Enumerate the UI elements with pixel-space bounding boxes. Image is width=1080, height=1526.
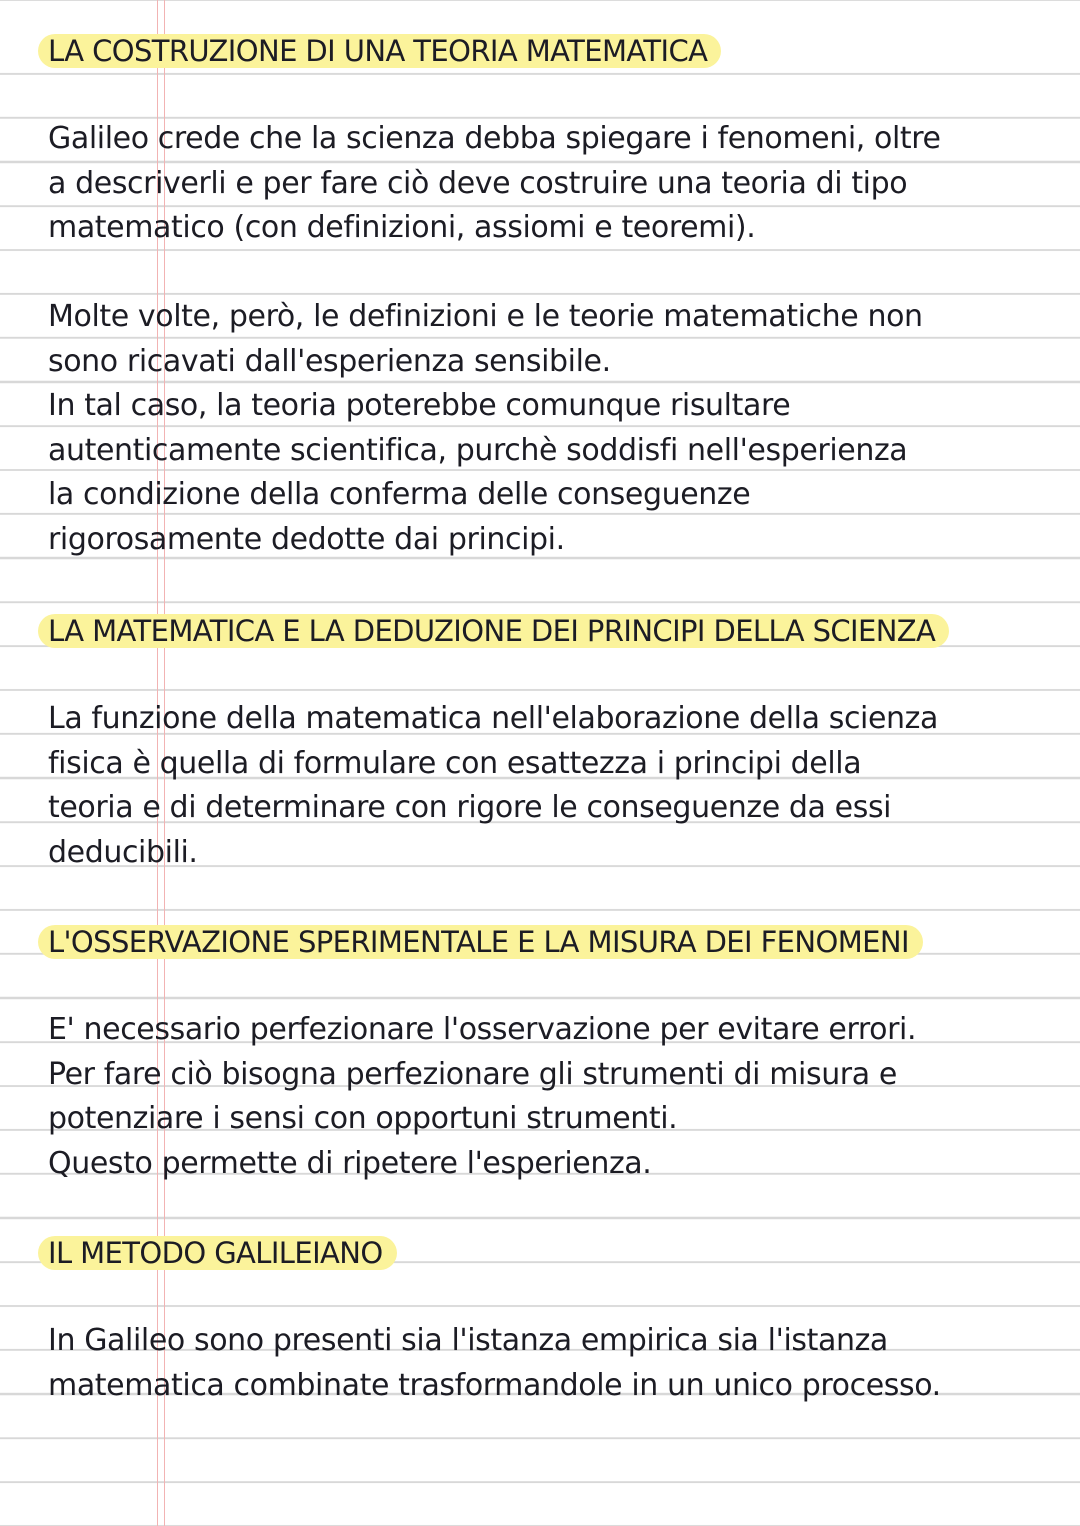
section-heading-matematica: LA MATEMATICA E LA DEDUZIONE DEI PRINCIPI DELLA SCIENZA (38, 614, 949, 648)
text-line: In Galileo sono presenti sia l'istanza empirica sia l'istanza (48, 1323, 888, 1358)
text-line: potenziare i sensi con opportuni strumenti. (48, 1101, 678, 1136)
text-line: la condizione della conferma delle conseguenze (48, 477, 751, 512)
section-heading-metodo: IL METODO GALILEIANO (38, 1236, 397, 1270)
text-line: teoria e di determinare con rigore le conseguenze da essi (48, 790, 892, 825)
paragraph-perfezionare-osservazione (48, 1008, 1048, 1186)
text-line: rigorosamente dedotte dai principi. (48, 521, 565, 557)
text-line: In tal caso, la teoria poterebbe comunque risultare (48, 388, 791, 423)
text-line: autenticamente scientifica, purchè soddisfi nell'esperienza (48, 432, 908, 468)
section-heading-costruzione: LA COSTRUZIONE DI UNA TEORIA MATEMATICA (38, 34, 721, 68)
text-line: sono ricavati dall'esperienza sensibile. (48, 343, 611, 379)
text-line: a descriverli e per fare ciò deve costruire una teoria di tipo (48, 165, 908, 201)
section-heading-osservazione: L'OSSERVAZIONE SPERIMENTALE E LA MISURA DEI FENOMENI (38, 925, 923, 959)
text-line: E' necessario perfezionare l'osservazione per evitare errori. (48, 1012, 917, 1047)
text-line: deducibili. (48, 834, 198, 870)
paragraph-galileo-scienza (48, 117, 1048, 251)
text-line: Galileo crede che la scienza debba spiegare i fenomeni, oltre (48, 121, 941, 156)
text-line: fisica è quella di formulare con esattezza i principi della (48, 745, 862, 781)
text-line: Molte volte, però, le definizioni e le teorie matematiche non (48, 299, 923, 334)
text-line: matematico (con definizioni, assiomi e teoremi). (48, 210, 756, 245)
paragraph-definizioni-teorie (48, 295, 1048, 562)
text-line: Per fare ciò bisogna perfezionare gli strumenti di misura e (48, 1056, 897, 1092)
paragraph-funzione-matematica (48, 697, 1048, 875)
text-line: La funzione della matematica nell'elaborazione della scienza (48, 701, 938, 736)
text-line: Questo permette di ripetere l'esperienza. (48, 1145, 652, 1181)
text-line: matematica combinate trasformandole in un unico processo. (48, 1367, 941, 1403)
paragraph-istanza-empirica (48, 1319, 1048, 1408)
